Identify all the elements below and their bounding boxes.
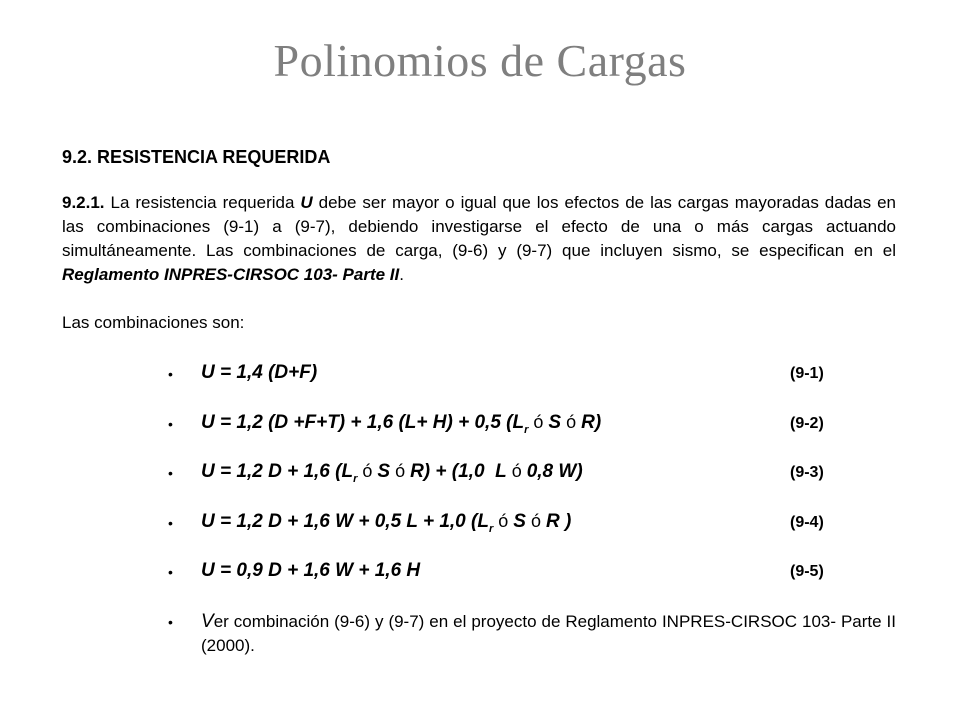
formula-number: (9-3) [790, 464, 824, 481]
bullet-icon: • [168, 465, 173, 481]
formula-number: (9-5) [790, 563, 824, 580]
formula-subscript: r [488, 522, 494, 535]
paragraph-9-2-1 [62, 191, 896, 287]
formula-row-9-5 [168, 560, 868, 586]
paragraph-number: 9.2.1. [62, 193, 105, 212]
formula [201, 412, 601, 436]
paragraph-text-3: . [399, 265, 404, 284]
formula-part: U = 1,2 D + 1,6 (L [201, 461, 354, 482]
slide-title: Polinomios de Cargas [273, 35, 687, 86]
formula-row-9-4 [168, 511, 868, 537]
formula-row-9-2 [168, 412, 868, 438]
formula-part: R) + (1,0 L [410, 461, 507, 482]
formula-or: ó [493, 511, 514, 531]
bullet-icon: • [168, 515, 173, 531]
bullet-icon: • [168, 614, 173, 630]
formula-or: ó [390, 461, 411, 481]
formula-part: U = 0,9 D + 1,6 W + 1,6 H [201, 560, 421, 581]
formula-subscript: r [524, 423, 529, 436]
paragraph-reglamento: Reglamento INPRES-CIRSOC 103- Parte II [62, 265, 400, 284]
paragraph-text-1: La resistencia requerida [104, 193, 301, 212]
formula-part: S [377, 461, 391, 482]
formula-number: (9-2) [790, 415, 824, 432]
last-bullet-body: er combinación (9-6) y (9-7) en el proyecto de Reglamento INPRES-CIRSOC 103- Parte II (2000). [201, 612, 896, 655]
formula-part: U = 1,2 (D +F+T) + 1,6 (L+ H) + 0,5 (L [201, 412, 525, 433]
formula-part: S [513, 511, 526, 532]
formula-or: ó [506, 461, 527, 481]
formula-part: U = 1,2 D + 1,6 W + 0,5 L + 1,0 (L [201, 511, 489, 532]
bullet-icon: • [168, 564, 173, 580]
paragraph-u: U [300, 193, 313, 212]
formula-or: ó [561, 412, 582, 432]
intro-text: Las combinaciones son: [62, 313, 245, 332]
bullet-icon: • [168, 416, 173, 432]
formula-row-9-3 [168, 461, 868, 487]
formula [201, 511, 571, 535]
formula-row-9-1 [168, 362, 868, 388]
last-bullet-initial: V [201, 611, 214, 632]
formula-part: S [548, 412, 562, 433]
formula-or: ó [525, 511, 546, 531]
formula-part: 0,8 W) [526, 461, 583, 482]
formula-part: R) [581, 412, 602, 433]
formula-or: ó [528, 412, 549, 432]
bullet-icon: • [168, 366, 173, 382]
formula-part: R ) [545, 511, 572, 532]
formula-number: (9-1) [790, 365, 824, 382]
formula-subscript: r [353, 472, 358, 485]
section-heading: 9.2. RESISTENCIA REQUERIDA [62, 147, 331, 167]
formula [201, 560, 420, 582]
formula-number: (9-4) [790, 514, 824, 531]
formula-or: ó [357, 461, 378, 481]
formula [201, 362, 317, 384]
last-bullet-text [201, 610, 896, 658]
paragraph-text-2: debe ser mayor o igual que los efectos de las cargas mayoradas dadas en las combinaciones (9-1) a (9-7), debiendo investigarse el efecto de una o más cargas actuando simultáneamente. Las combinaciones de carga, (9-6) y (9-7) que incluyen sismo, se especifican en el [62, 193, 896, 260]
formula [201, 461, 583, 485]
formula-part: U = 1,4 (D+F) [201, 362, 318, 383]
